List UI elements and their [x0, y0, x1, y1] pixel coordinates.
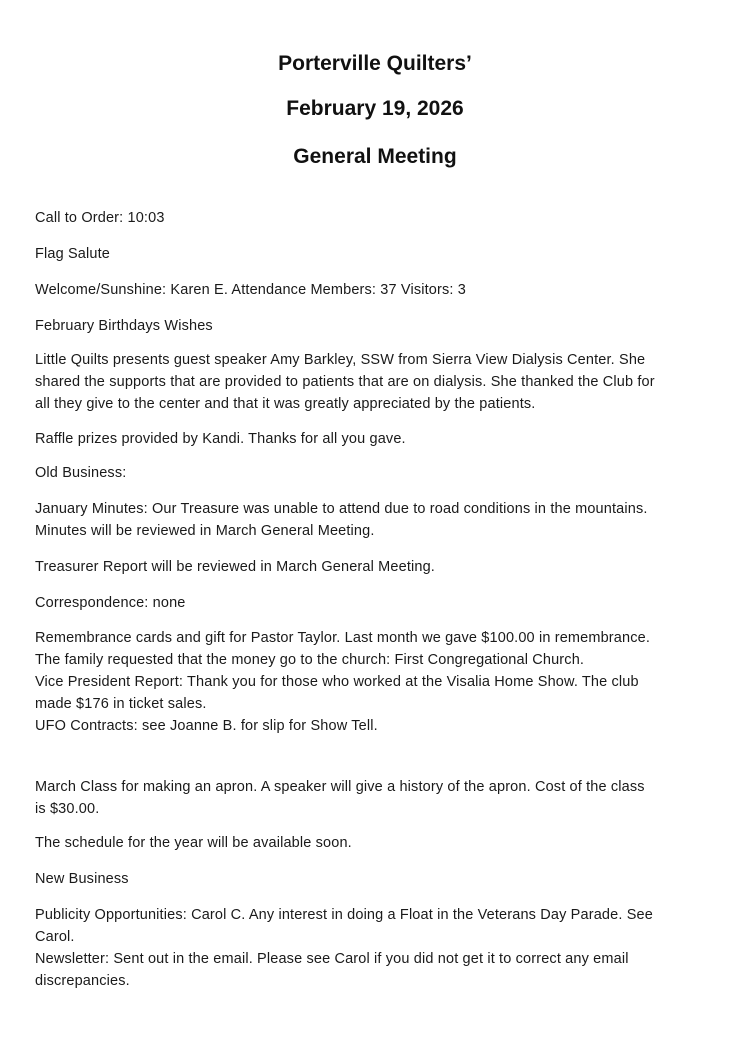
- guest-speaker-paragraph: [35, 349, 725, 415]
- call-to-order: [35, 207, 725, 229]
- text-line: Flag Salute: [35, 246, 110, 262]
- text-line: all they give to the center and that it was greatly appreciated by the patients.: [35, 396, 536, 412]
- text-line: Old Business:: [35, 465, 127, 481]
- text-line: Newsletter: Sent out in the email. Please see Carol if you did not get it to correct any email: [35, 951, 629, 967]
- text-line: Correspondence: none: [35, 595, 186, 611]
- text-line: Call to Order: 10:03: [35, 210, 165, 226]
- text-line: UFO Contracts: see Joanne B. for slip for Show Tell.: [35, 718, 378, 734]
- birthdays: [35, 315, 725, 337]
- remembrance-paragraph: [35, 627, 725, 737]
- text-line: February Birthdays Wishes: [35, 318, 213, 334]
- text-line: Minutes will be reviewed in March General Meeting.: [35, 523, 375, 539]
- january-minutes-paragraph: [35, 498, 725, 542]
- text-line: Publicity Opportunities: Carol C. Any interest in doing a Float in the Veterans Day Parade. See: [35, 907, 653, 923]
- new-business-heading: [35, 868, 725, 890]
- text-line: is $30.00.: [35, 801, 100, 817]
- march-class-paragraph: [35, 776, 725, 820]
- text-line: Treasurer Report will be reviewed in March General Meeting.: [35, 559, 435, 575]
- text-line: Little Quilts presents guest speaker Amy Barkley, SSW from Sierra View Dialysis Center. She: [35, 352, 646, 368]
- welcome-attendance: [35, 279, 725, 301]
- document-title-meeting: General Meeting: [293, 145, 457, 168]
- text-line: Carol.: [35, 929, 75, 945]
- text-line: Vice President Report: Thank you for those who worked at the Visalia Home Show. The club: [35, 674, 639, 690]
- document-title-club: Porterville Quilters’: [278, 52, 472, 75]
- text-line: discrepancies.: [35, 973, 130, 989]
- correspondence: [35, 592, 725, 614]
- schedule-paragraph: [35, 832, 725, 854]
- publicity-paragraph: [35, 904, 725, 992]
- text-line: Raffle prizes provided by Kandi. Thanks for all you gave.: [35, 431, 406, 447]
- raffle-paragraph: [35, 428, 725, 450]
- document-title-date: February 19, 2026: [286, 97, 464, 120]
- text-line: shared the supports that are provided to patients that are on dialysis. She thanked the Club for: [35, 374, 655, 390]
- flag-salute: [35, 243, 725, 265]
- text-line: Remembrance cards and gift for Pastor Taylor. Last month we gave $100.00 in remembrance.: [35, 630, 650, 646]
- text-line: The family requested that the money go to the church: First Congregational Church.: [35, 652, 585, 668]
- text-line: March Class for making an apron. A speaker will give a history of the apron. Cost of the class: [35, 779, 645, 795]
- treasurer-report: [35, 556, 725, 578]
- text-line: New Business: [35, 871, 129, 887]
- text-line: The schedule for the year will be available soon.: [35, 835, 352, 851]
- old-business-heading: [35, 462, 725, 484]
- text-line: January Minutes: Our Treasure was unable to attend due to road conditions in the mountains.: [35, 501, 648, 517]
- text-line: made $176 in ticket sales.: [35, 696, 207, 712]
- text-line: Welcome/Sunshine: Karen E. Attendance Members: 37 Visitors: 3: [35, 282, 466, 298]
